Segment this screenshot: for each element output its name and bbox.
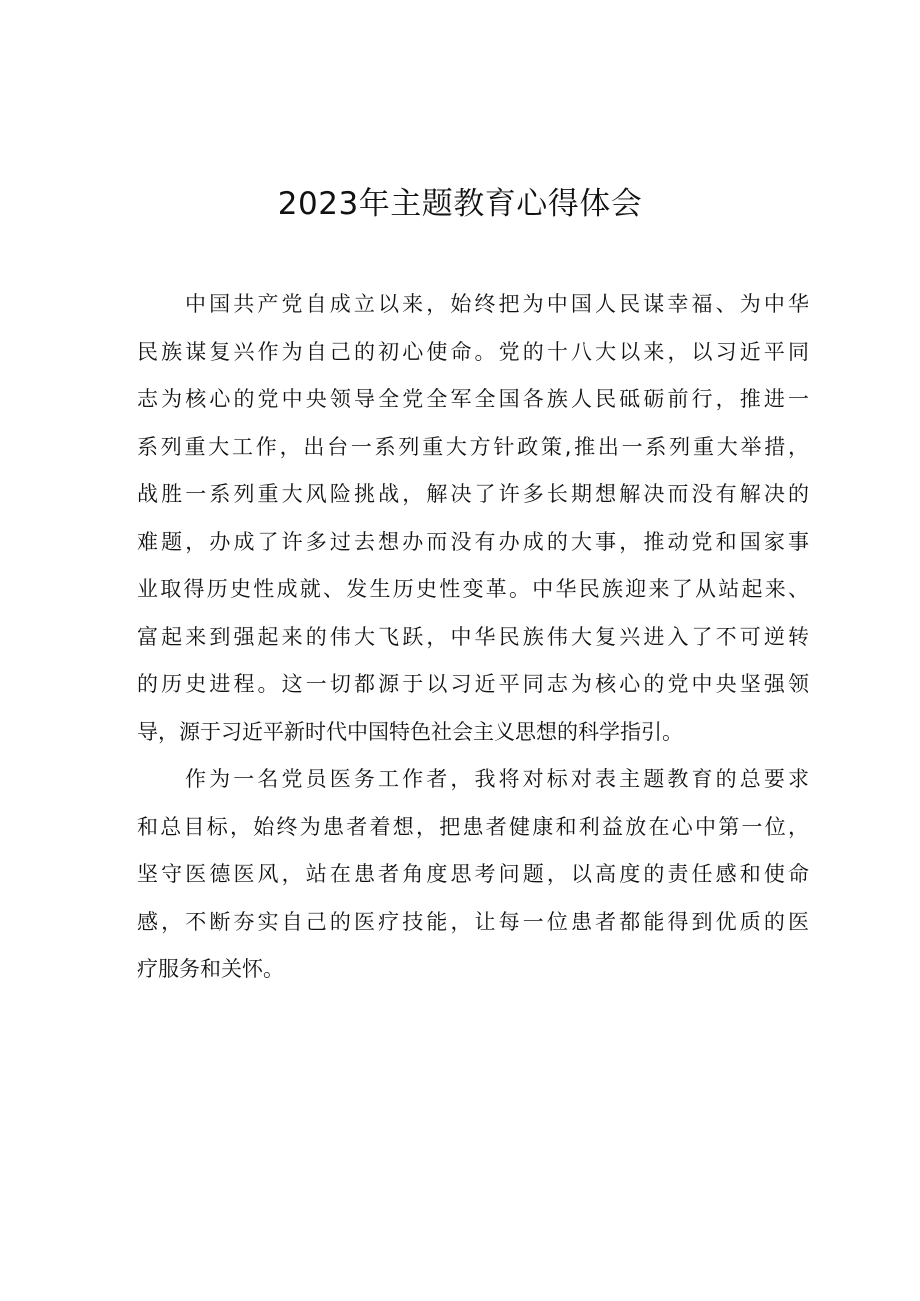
- paragraph-2: [137, 756, 809, 994]
- text-line: 和总目标，始终为患者着想，把患者健康和利益放在心中第一位，: [137, 814, 809, 839]
- paragraph-1: [137, 281, 809, 756]
- text-line: 作为一名党员医务工作者，我将对标对表主题教育的总要求: [185, 767, 809, 791]
- text-line: 富起来到强起来的伟大飞跃，中华民族伟大复兴进入了不可逆转: [137, 624, 809, 649]
- text-line: 业取得历史性成就、发生历史性变革。中华民族迎来了从站起来、: [137, 577, 809, 601]
- text-line: 感，不断夯实自己的医疗技能，让每一位患者都能得到优质的医: [137, 909, 809, 934]
- document-title: 2023年主题教育心得体会: [277, 186, 643, 222]
- text-line: 战胜一系列重大风险挑战，解决了许多长期想解决而没有解决的: [137, 482, 809, 506]
- text-line: 难题，办成了许多过去想办而没有办成的大事，推动党和国家事: [137, 529, 809, 554]
- text-line: 民族谋复兴作为自己的初心使命。党的十八大以来，以习近平同: [137, 339, 809, 364]
- text-line: 坚守医德医风，站在患者角度思考问题，以高度的责任感和使命: [137, 862, 809, 886]
- text-line: 导，源于习近平新时代中国特色社会主义思想的科学指引。: [137, 719, 683, 744]
- text-line: 的历史进程。这一切都源于以习近平同志为核心的党中央坚强领: [137, 672, 809, 696]
- text-line: 志为核心的党中央领导全党全军全国各族人民砥砺前行，推进一: [137, 387, 809, 411]
- document-body: [137, 281, 809, 994]
- text-line: 中国共产党自成立以来，始终把为中国人民谋幸福、为中华: [185, 292, 809, 316]
- text-line: 系列重大工作，出台一系列重大方针政策,推出一系列重大举措，: [137, 434, 809, 459]
- text-line: 疗服务和关怀。: [137, 957, 284, 981]
